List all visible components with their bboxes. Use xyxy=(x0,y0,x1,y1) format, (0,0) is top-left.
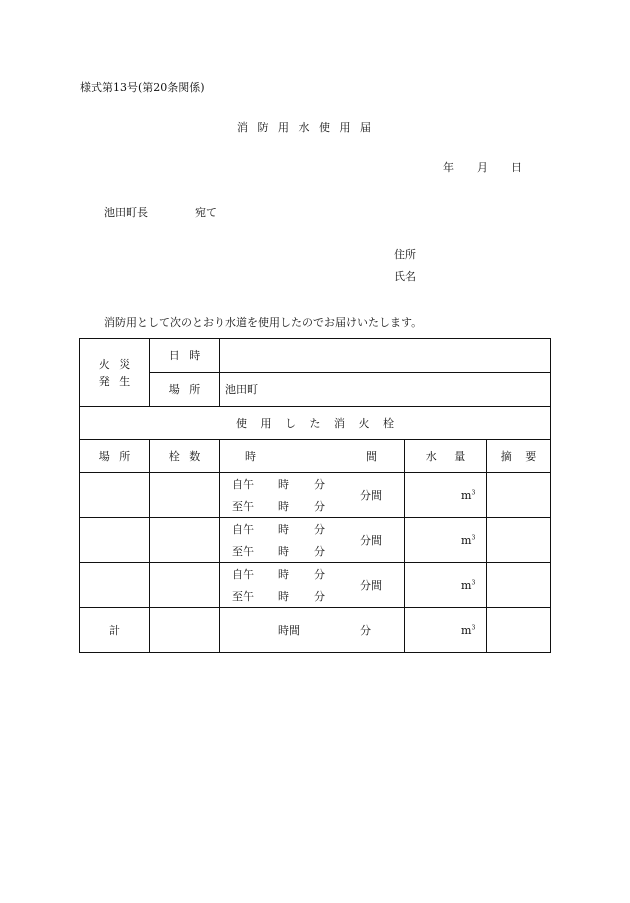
table-row xyxy=(80,518,551,563)
row-count-field[interactable] xyxy=(150,518,220,563)
row-remarks-field[interactable] xyxy=(487,518,551,563)
document-title: 消 防 用 水 使 用 届 xyxy=(237,121,371,134)
row-remarks-field[interactable] xyxy=(487,563,551,608)
total-remarks-field[interactable] xyxy=(487,608,551,653)
place-label: 場 所 xyxy=(150,373,220,407)
fire-occurrence-label: 火 災 発 生 xyxy=(80,339,150,407)
header-time-char-2: 間 xyxy=(366,450,377,463)
table-row xyxy=(80,563,551,608)
total-time-field[interactable]: 時間 分 xyxy=(220,608,405,653)
date-month-label: 月 xyxy=(477,161,488,174)
row-time-field[interactable]: 自午 時 分 至午 時 分 分間 xyxy=(220,473,405,518)
date-year-label: 年 xyxy=(443,161,454,174)
header-time-char-1: 時 xyxy=(245,450,256,463)
row-time-field[interactable]: 自午 時 分 至午 時 分 分間 xyxy=(220,563,405,608)
place-value[interactable]: 池田町 xyxy=(220,373,551,407)
water-usage-table xyxy=(79,338,551,653)
header-place: 場 所 xyxy=(80,440,150,473)
total-label: 計 xyxy=(80,608,150,653)
datetime-label: 日 時 xyxy=(150,339,220,373)
row-place-field[interactable] xyxy=(80,473,150,518)
row-time-field[interactable]: 自午 時 分 至午 時 分 分間 xyxy=(220,518,405,563)
date-day-label: 日 xyxy=(511,161,522,174)
applicant-name-label: 氏名 xyxy=(394,270,416,283)
row-count-field[interactable] xyxy=(150,473,220,518)
recipient-name: 池田町長 xyxy=(104,206,148,219)
datetime-value-field[interactable] xyxy=(220,339,551,373)
header-time xyxy=(220,440,405,473)
total-count-field[interactable] xyxy=(150,608,220,653)
header-water: 水 量 xyxy=(405,440,487,473)
table-row xyxy=(80,473,551,518)
recipient-suffix: 宛て xyxy=(195,206,217,219)
row-remarks-field[interactable] xyxy=(487,473,551,518)
row-water-field[interactable]: $m^3$ xyxy=(405,563,487,608)
row-place-field[interactable] xyxy=(80,563,150,608)
row-water-field[interactable]: $m^3$ xyxy=(405,518,487,563)
row-place-field[interactable] xyxy=(80,518,150,563)
form-number: 様式第13号(第20条関係) xyxy=(80,81,205,94)
row-water-field[interactable]: $m^3$ xyxy=(405,473,487,518)
total-water-field[interactable]: $m^3$ xyxy=(405,608,487,653)
address-label: 住所 xyxy=(394,248,416,261)
row-count-field[interactable] xyxy=(150,563,220,608)
header-count: 栓 数 xyxy=(150,440,220,473)
total-row xyxy=(80,608,551,653)
intro-text: 消防用として次のとおり水道を使用したのでお届けいたします。 xyxy=(104,316,423,329)
header-remarks: 摘 要 xyxy=(487,440,551,473)
section-title: 使 用 し た 消 火 栓 xyxy=(80,407,551,440)
